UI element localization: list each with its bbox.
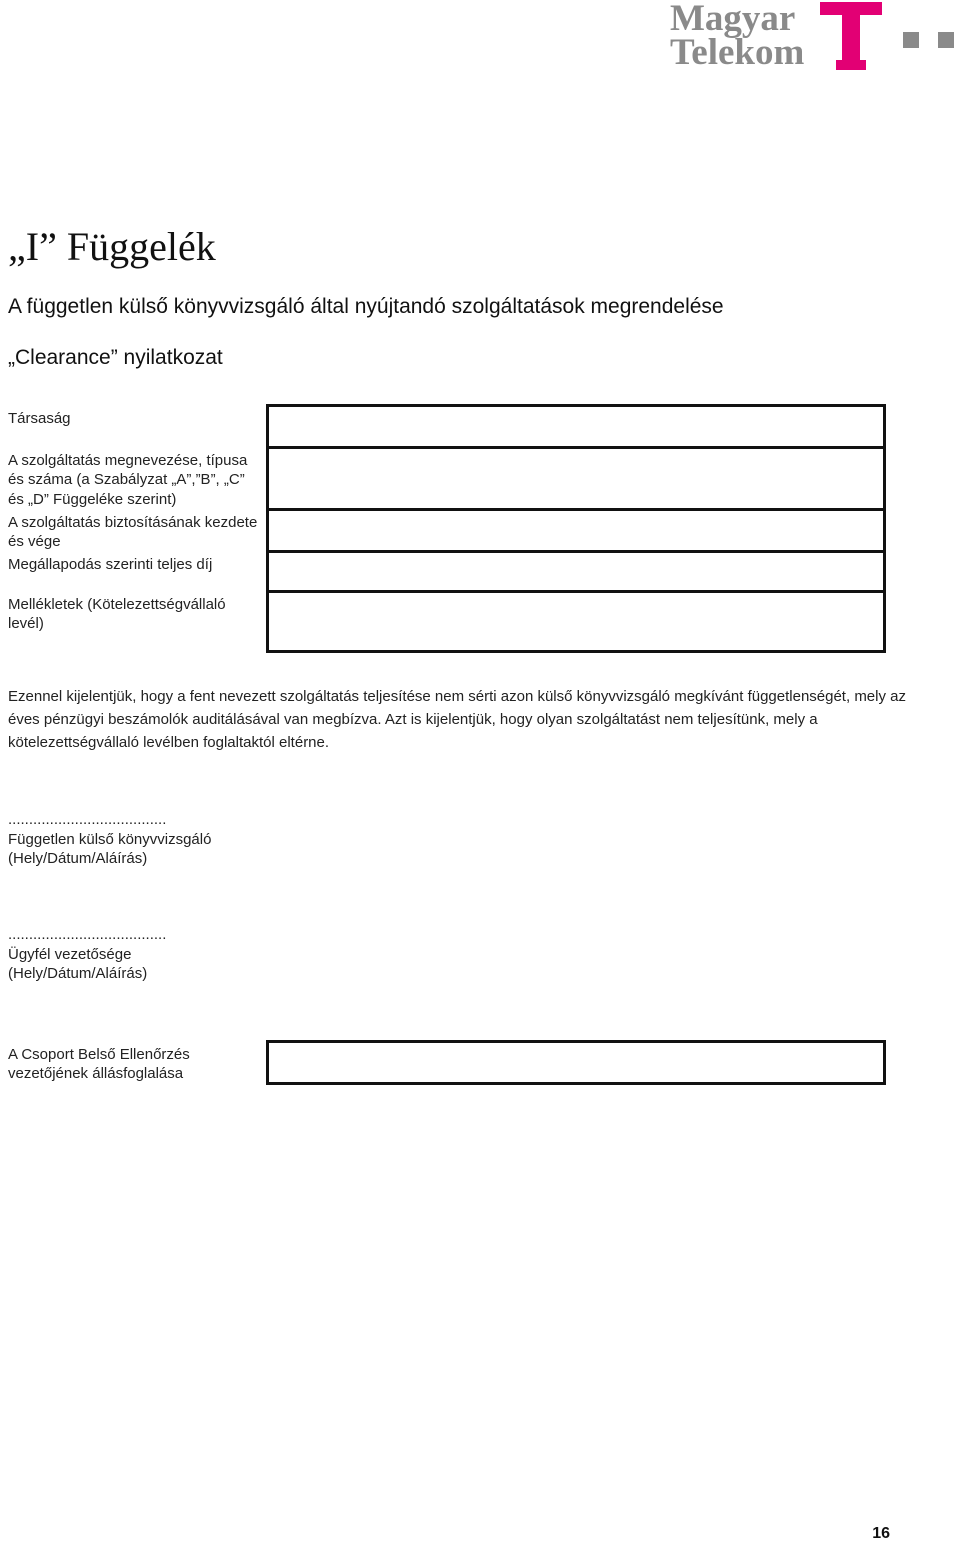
row-value-field[interactable] (268, 448, 885, 510)
table-row (0, 1042, 885, 1084)
logo-line-1: Magyar (670, 0, 796, 39)
row-label: A szolgáltatás megnevezése, típusa és száma (a Szabályzat „A”,”B”, „C” és „D” Függeléke szerint) (8, 451, 248, 508)
logo-square-icon (938, 32, 954, 48)
service-details-table (0, 404, 886, 653)
logo-line-2: Telekom (670, 32, 805, 73)
client-signature-block (8, 925, 166, 984)
clearance-title: „Clearance” nyilatkozat (8, 346, 223, 369)
table-row (0, 406, 885, 448)
page-title: „I” Függelék (8, 224, 216, 269)
signature-line: ...................................... (8, 811, 167, 828)
row-label: Megállapodás szerinti teljes díj (8, 555, 213, 573)
row-value-field[interactable] (268, 552, 885, 592)
row-value-field[interactable] (268, 592, 885, 652)
row-label: A Csoport Belső Ellenőrzés vezetőjének állásfoglalása (8, 1045, 190, 1082)
table-row (0, 510, 885, 552)
signer-role: Független külső könyvvizsgáló (8, 830, 212, 848)
row-value-field[interactable] (268, 1042, 885, 1084)
company-logo-text (670, 0, 805, 73)
table-row (0, 592, 885, 652)
row-label: Társaság (8, 409, 71, 427)
telekom-t-logo-icon (820, 2, 910, 72)
row-value-field[interactable] (268, 406, 885, 448)
row-label: A szolgáltatás biztosításának kezdete és vége (8, 513, 258, 550)
signature-line: ...................................... (8, 926, 167, 943)
internal-audit-table (0, 1040, 886, 1085)
page-number: 16 (872, 1525, 890, 1542)
table-row (0, 448, 885, 510)
document-subtitle: A független külső könyvvizsgáló által nyújtandó szolgáltatások megrendelése (8, 295, 724, 318)
row-value-field[interactable] (268, 510, 885, 552)
signer-role: Ügyfél vezetősége (8, 945, 132, 963)
signature-note: (Hely/Dátum/Aláírás) (8, 965, 148, 982)
auditor-signature-block (8, 810, 211, 869)
table-row (0, 552, 885, 592)
logo-square-icon (903, 32, 919, 48)
signature-note: (Hely/Dátum/Aláírás) (8, 850, 148, 867)
row-label: Mellékletek (Kötelezettségvállaló levél) (8, 595, 226, 632)
declaration-text: Ezennel kijelentjük, hogy a fent nevezett szolgáltatás teljesítése nem sérti azon külső könyvvizsgáló megkívánt függetlenségét, mely az éves pénzügyi beszámolók auditálásával van megbízva. Azt is kijelentjük, hogy olyan szolgáltatást nem teljesítünk, mely a kötelezettségvállaló levélben foglaltaktól eltérne. (8, 688, 906, 751)
